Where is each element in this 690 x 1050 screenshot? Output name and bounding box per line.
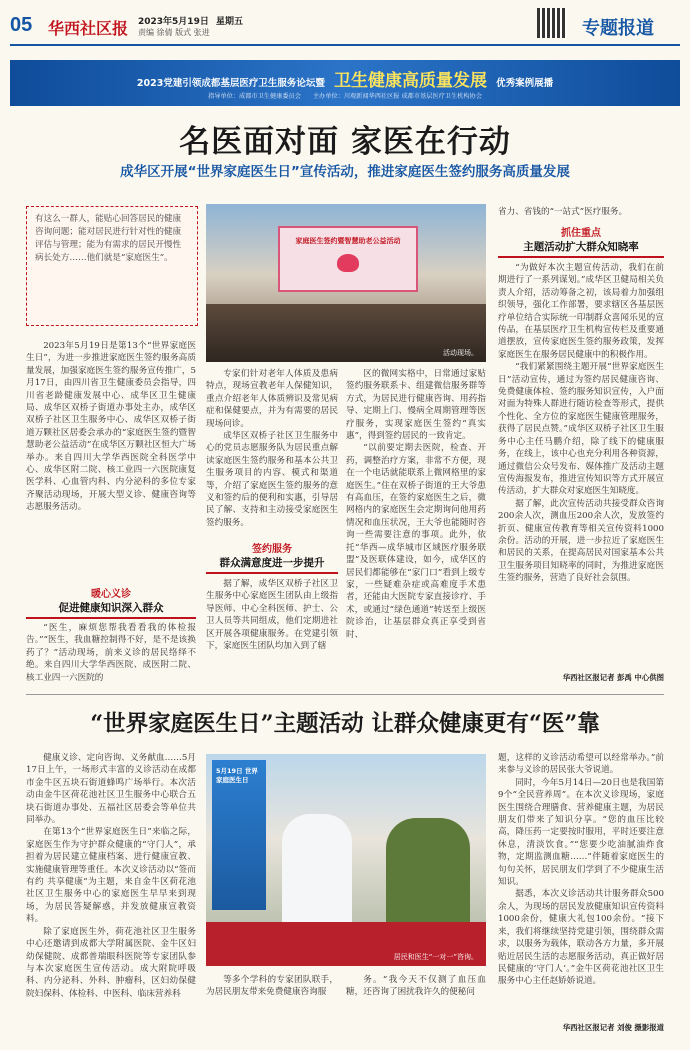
col4-text (498, 262, 664, 585)
backdrop-title: 家庭医生签约暨智慧助老公益活动 (295, 237, 401, 245)
section-divider (26, 694, 664, 695)
col4-para: “为做好本次主题宣传活动，我们在前期进行了一系列谋划。”成华区卫健局相关负责人介绍，活动筹备之初，该局着力加强组织领导，强化工作部署，要求辖区各基层医疗单位结合实际统一印制群众喜闻乐见的宣传品，在基层医疗卫生机构宣传栏及重要通道摆放，宣传家庭医生签约服务政策，发挥家庭医生在服务居民健康中的积极作用。 (498, 263, 664, 360)
photo1-caption: 活动现场。 (443, 349, 478, 357)
col1-para: 2023年5月19日是第13个“世界家庭医生日”，为进一步推进家庭医生签约服务高质量发展，加强家庭医生签约服务宣传推广，5月17日，由四川省卫生健康委员会指导，四川省老龄健康发展中心、成华区卫生健康局、成华区双桥子街道办事处主办，成华区双桥子社区卫生服务中心、成华区双桥子街道万颗社区居委会承办的“家庭医生签约暨智慧助老公益活动”在成华区万颗社区恒大广场举办。来自四川大学华西医院全科医学中心、成华区附二院、核工业四一六医院康复医学科、心血管内科、内分泌科的多位专家齐聚活动现场，开展大型义诊、健康咨询等志愿服务活动。 (26, 341, 196, 513)
host-org: 川观新闻华西社区报 成都市基层医疗卫生机构协会 (343, 93, 482, 100)
resident-figure (386, 818, 470, 928)
guide-label: 指导单位： (208, 93, 240, 100)
banner-line (10, 66, 680, 91)
b-col2-para: 等多个学科的专家团队联手，为居民朋友带来免费健康咨询服 (206, 975, 338, 998)
credit-1: 华西社区报记者 彭禹 中心供图 (562, 673, 664, 682)
banner-prefix: 2023党建引领成都基层医疗卫生服务论坛暨 (136, 78, 325, 89)
stage-backdrop (278, 226, 418, 292)
event-standee (212, 760, 266, 910)
event-photo-1 (206, 204, 486, 362)
col4-top: 省力、省钱的“一站式”医疗服务。 (498, 207, 628, 217)
sec2-header (206, 540, 338, 574)
b-col2-text (206, 974, 338, 999)
issue-date (138, 14, 243, 27)
qr-code-icon (537, 8, 567, 38)
col3-para: “以前要定期去医院，检查、开药，调整治疗方案，非常不方便，现在一个电话就能联系上微网格里的家庭医生。”住在双桥子街道的王大爷患有高血压，在签约家庭医生之后，微网格内的家庭医生会定期询问他用药情况和血压状况，王大爷也能随时咨询一些需要注意的事项。此外，依托“华西—成华城市区域医疗服务联盟”及医联体建设，如今，成华区的居民们都能够在“家门口”看到上级专家，一些疑难杂症或高难度手术患者，还能由大医院专家直接诊疗、手术，或通过“绿色通道”转送至上级医院诊治，让基层群众真正享受到省时、 (346, 443, 486, 640)
b-col1-text (26, 752, 196, 1000)
quote-box (26, 206, 198, 326)
issue-weekday: 星期五 (215, 17, 243, 27)
b-col4-para: 题，这样的义诊活动希望可以经常举办。”前来参与义诊的居民张大爷说道。 (498, 753, 664, 776)
sec2-title: 群众满意度进一步提升 (206, 555, 338, 574)
standee-text: 5月19日 世界家庭医生日 (216, 767, 258, 784)
b-col1-para: 在第13个“世界家庭医生日”来临之际，家庭医生作为守护群众健康的“守门人”，承担着为居民建立健康档案、进行健康宣教、实施健康管理等重任。本次义诊活动以“签而有约 共享健康”为主题，来自金牛区荷花池社区卫生服务中心的家庭医生早早来到现场，为居民答疑解惑，并发放健康宣教资料。 (26, 827, 196, 925)
col1b-text (26, 622, 196, 684)
event-photo-2 (206, 754, 486, 966)
paper-name: 华西社区报 (48, 19, 129, 38)
second-headline: “世界家庭医生日”主题活动 让群众健康更有“医”靠 (90, 711, 600, 737)
section-label: 专题报道 (582, 18, 654, 39)
col2-para: 专家们针对老年人体质及患病特点，现场宣教老年人保健知识，重点介绍老年人体质辨识及常见病症和保健要点，并为有需要的居民现场问诊。 (206, 369, 338, 429)
col3-para: 区的微网实格中，日常通过家贴签约服务联系卡、组建微信服务群等方式，为居民进行健康咨询、用药指导、定期上门、慢病全周期管理等医疗服务，实现家庭医生签约“真实惠”，得到签约居民的一致肯定。 (346, 369, 486, 442)
heart-icon (337, 254, 359, 272)
masthead (10, 8, 680, 52)
col1-text (26, 340, 196, 514)
b-col4-text (498, 752, 664, 988)
credit-2: 华西社区报记者 刘俊 摄影报道 (562, 1023, 664, 1032)
banner-orgs (10, 91, 680, 100)
col2b-para: 据了解，成华区双桥子社区卫生服务中心家庭医生团队由上级指导医师、中心全科医师、护士、公卫人员等共同组成，他们定期进社区开展各项健康服务。在党建引领下，家庭医生团队均加入到了辖 (206, 579, 338, 652)
event-banner (10, 60, 680, 106)
b-col4-para: 据悉，本次义诊活动共计服务群众500余人，为现场的居民发放健康知识宣传资料1000余份，健康大礼包100余份。“接下来，我们将继续坚持党建引领，围绕群众需求，以服务为载体，联动各方力量，多开展贴近居民生活的志愿服务活动，真正做好居民健康的‘守门人’。”金牛区荷花池社区卫生服务中心主任赵娇娇说道。 (498, 889, 664, 987)
editors: 责编 徐倩 版式 张进 (138, 28, 210, 37)
photo2-caption: 居民和医生“一对一”咨询。 (393, 953, 478, 961)
b-col1-para: 除了家庭医生外，荷花池社区卫生服务中心还邀请到成都大学附属医院、金牛区妇幼保健院、成都普瑞眼科医院等专家团队参与本次家庭医生宣传活动。成大附院呼吸科、内分泌科、外科、肿瘤科，区妇幼保健院妇保科、体检科、中医科、临床营养科 (26, 926, 196, 999)
sec3-title: 主题活动扩大群众知晓率 (498, 239, 664, 258)
sec1-header (26, 585, 196, 619)
page-number: 05 (10, 14, 33, 36)
col4-para: 据了解，此次宣传活动共接受群众咨询200余人次，测血压200余人次，发放签约折页、健康宣传教育等相关宣传资料1000余份。活动的开展，进一步拉近了家庭医生和居民的关系，在提高居民对国家基本公共卫生服务项目知晓率的同时，为推进家庭医生签约服务，营造了良好社会氛围。 (498, 498, 664, 584)
col1b-para: “医生，麻烦您帮我看看我的体检报告。”“医生，我血糖控制得不好，是不是该换药了？”活动现场，前来义诊的居民络绎不绝。来自四川大学华西医院、成医附二院、核工业四一六医院的 (26, 623, 196, 683)
col2-para: 成华区双桥子社区卫生服务中心的党员志愿服务队为居民重点解读家庭医生签约服务和基本公共卫生服务项目的内容、模式和渠道等，介绍了家庭医生签约服务的意义和签约后的便利和实惠，引导居民了解、支持和主动接受家庭医生签约服务。 (206, 431, 338, 528)
doctor-figure (282, 814, 352, 924)
col2b-text (206, 578, 338, 652)
sec1-title: 促进健康知识深入群众 (26, 600, 196, 619)
host-label: 主办单位： (312, 93, 344, 100)
banner-main: 卫生健康高质量发展 (333, 71, 487, 91)
col4-para: “我们紧紧围绕主题开展“世界家庭医生日”活动宣传，通过为签约居民健康咨询、免费健康体检、签约服务知识宣传，入户面对面为特殊人群进行随访检查等形式，提供个性化、全方位的家庭医生健康管理服务，获得了居民点赞。”成华区双桥子社区卫生服务中心主任马鹏介绍，除了线下的健康服务，在线上，该中心也充分利用各种资源，通过微信公众号发布、媒体推广及活动主题宣传海报发布，推进宣传知识等方式开展宣传活动，扩大群众对家庭医生知晓度。 (498, 362, 664, 497)
b-col3-para: 务。“我今天不仅测了血压血糖，还咨询了困扰我许久的便秘问 (346, 975, 486, 998)
sec3-tag: 抓住重点 (561, 228, 601, 239)
issue-date-text: 2023年5月19日 (138, 17, 209, 27)
sub-headline: 成华区开展“世界家庭医生日”宣传活动，推进家庭医生签约服务高质量发展 (120, 164, 570, 180)
guide-org: 成都市卫生健康委员会 (239, 93, 301, 100)
masthead-rule (10, 44, 680, 46)
sec3-header (498, 224, 664, 258)
b-col3-text (346, 974, 486, 999)
main-headline: 名医面对面 家医在行动 (179, 124, 511, 160)
col2-text (206, 368, 338, 529)
sec1-tag: 暖心义诊 (91, 589, 131, 600)
banner-suffix: 优秀案例展播 (496, 78, 554, 89)
b-col1-para: 健康义诊、定向咨询、义务献血……5月17日上午，一场形式丰富的义诊活动在成都市金牛区五块石街道蜂鸣广场举行。本次活动由金牛区荷花池社区卫生服务中心联合五块石街道办事处、五福社区居委会等单位共同举办。 (26, 753, 196, 826)
quote-text: 有这么一群人，能贴心回答居民的健康咨询问题；能对居民进行针对性的健康评估与管理；能为有需求的居民开慢性病长处方……他们就是“家庭医生”。 (35, 214, 182, 263)
sec2-tag: 签约服务 (252, 544, 292, 555)
col3-text (346, 368, 486, 641)
b-col4-para: 同时，今年5月14日—20日也是我国第9个“全民营养周”。在本次义诊现场，家庭医生围绕合理膳食、营养健康主题，为居民朋友们带来了知识分享。“您的血压比较高，降压药一定要按时服用，平时还要注意休息，清淡饮食。”“您要少吃油腻油炸食物，定期监测血糖……”伴随着家庭医生的句句关怀，居民朋友们学到了不少健康生活知识。 (498, 777, 664, 888)
